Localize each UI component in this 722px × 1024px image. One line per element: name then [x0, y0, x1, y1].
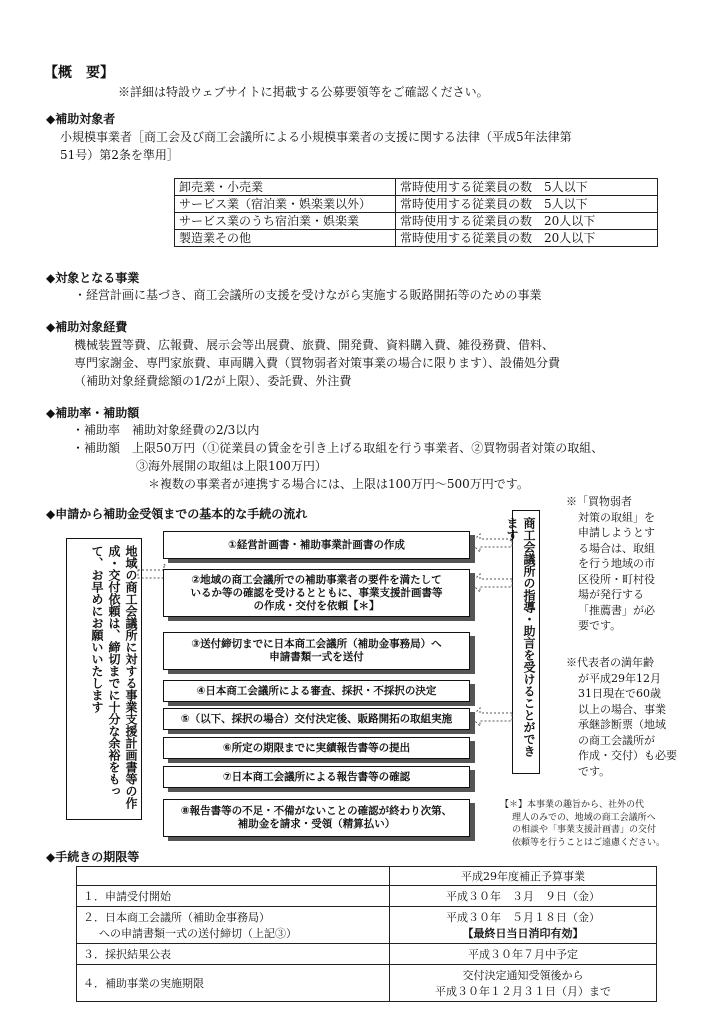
cell-line: 交付決定通知受領後から: [462, 969, 584, 982]
target-line2: 51号）第2条を準用］: [60, 148, 179, 162]
note-shopping: [566, 494, 655, 634]
table-cell: 製造業その他: [175, 230, 396, 247]
note-line: る場合は、取組: [578, 541, 655, 555]
rate-heading: ◆補助率・補助額: [46, 406, 140, 420]
note-line: 作成・交付）も必要: [578, 749, 677, 762]
rate-line4: ＊複数の事業者が連携する場合には、上限は100万円～500万円です。: [148, 477, 529, 491]
note-line: 理人のみでの、地域の商工会議所へ: [512, 812, 656, 823]
cell-line: ２．日本商工会議所（補助金事務局）: [83, 911, 270, 924]
expenses-line3: （補助対象経費総額の1/2が上限）、委託費、外注費: [74, 374, 352, 388]
note-line: です。: [578, 764, 611, 778]
deadline-heading: ◆手続きの期限等: [46, 850, 140, 864]
note-line: 依頼等を行うことはご遠慮ください。: [512, 837, 666, 848]
flow-step-text: 申請書類一式を送付: [269, 651, 364, 663]
table-cell: ３．採択結果公表: [77, 944, 390, 965]
cell-line: 平成３０年１２月３１日（月）まで: [435, 985, 611, 998]
note-line: 31日現在で60歳: [578, 687, 661, 700]
target-line1: 小規模事業者［商工会及び商工会議所による小規模事業者の支援に関する法律（平成5年法律第: [60, 130, 572, 144]
flow-step-text: ③送付締切までに日本商工会議所（補助金事務局）へ: [191, 638, 442, 650]
expenses-line2: 専門家謝金、専門家旅費、車両購入費（買物弱者対策事業の場合に限ります）、設備処分費: [74, 356, 561, 370]
flow-step-1: [163, 531, 470, 559]
expenses-heading: ◆補助対象経費: [46, 320, 128, 334]
overview-note: ※詳細は特設ウェブサイトに掲載する公募要領等をご確認ください。: [118, 85, 489, 99]
table-row: [175, 230, 658, 247]
table-cell: ４．補助事業の実施期限: [77, 965, 390, 1002]
flow-step-text: 補助金を請求・受領（精算払い）: [237, 818, 396, 830]
overview-heading: 【概 要】: [44, 65, 114, 81]
flow-step-text: ④日本商工会議所による審査、採択・不採択の決定: [196, 684, 437, 697]
cell-line: への申請書類一式の送付締切（上記③）: [99, 927, 297, 940]
flow-step-text: ⑤（以下、採択の場合）交付決定後、販路開拓の取組実施: [180, 712, 453, 725]
note-line: ※代表者の満年齢: [566, 656, 654, 669]
table-cell: 平成３０年７月中予定: [390, 944, 657, 965]
flow-step-8: [163, 799, 470, 837]
flow-step-text: ①経営計画書・補助事業計画書の作成: [228, 538, 405, 551]
note-line: ※「買物弱者: [566, 495, 632, 508]
table-cell: 常時使用する従業員の数 20人以下: [396, 213, 658, 230]
table-row: [175, 196, 658, 213]
note-line: の商工会議所が: [578, 733, 655, 747]
left-arrow-icon: [136, 560, 166, 600]
note-line: 【＊】本事業の趣旨から、社外の代: [500, 800, 645, 810]
flow-step-3: [163, 632, 470, 670]
note-line: を行う地域の市: [578, 557, 655, 570]
cell-line: 平成３０年 ５月１８日（金）: [446, 911, 600, 924]
flow-step-text: ②地域の商工会議所での補助事業者の要件を満たして: [191, 573, 442, 586]
employee-table: [174, 178, 658, 247]
note-line: 以上の場合、事業: [578, 702, 666, 716]
flow-step-text: ⑧報告書等の不足・不備がないことの確認が終わり次第、: [180, 805, 453, 817]
table-cell: [77, 907, 390, 944]
table-row: [175, 213, 658, 230]
note-line: 承継診断票（地域: [578, 718, 666, 731]
table-row: [77, 867, 657, 886]
rate-line2: ・補助額 上限50万円（①従業員の賃金を引き上げる取組を行う事業者、②買物弱者対策の取組、: [72, 441, 604, 455]
flow-step-2: [163, 569, 470, 617]
table-cell: 常時使用する従業員の数 5人以下: [396, 179, 658, 196]
business-text: ・経営計画に基づき、商工会議所の支援を受けながら実施する販路開拓等のための事業: [74, 288, 542, 302]
table-cell: サービス業（宿泊業・娯楽業以外）: [175, 196, 396, 213]
right-arrow-icon-3: [470, 707, 514, 727]
flow-heading: ◆申請から補助金受領までの基本的な手続の流れ: [46, 507, 308, 521]
table-cell: 常時使用する従業員の数 5人以下: [396, 196, 658, 213]
table-cell: 常時使用する従業員の数 20人以下: [396, 230, 658, 247]
note-line: 対策の取組」を: [578, 510, 655, 524]
table-cell: 平成３０年 ３月 ９日（金）: [390, 886, 657, 907]
table-row: [77, 886, 657, 907]
flow-step-text: ⑥所定の期限までに実績報告書等の提出: [222, 741, 411, 754]
table-row: [77, 944, 657, 965]
table-row: [77, 907, 657, 944]
rate-line3: ③海外展開の取組は上限100万円）: [136, 459, 327, 473]
table-cell: [390, 965, 657, 1002]
right-arrow-icon-1: [470, 533, 514, 553]
flow-step-6: [163, 737, 470, 759]
left-advice-box: 地域の商工会議所に対する事業支援計画書等の作成・交付依頼は、締切までに十分な余裕をもって、お早めにお願いいたします: [66, 538, 142, 820]
table-cell: 卸売業・小売業: [175, 179, 396, 196]
expenses-line1: 機械装置等費、広報費、展示会等出展費、旅費、開発費、資料購入費、雑役務費、借料、: [74, 338, 555, 352]
table-cell: １．申請受付開始: [77, 886, 390, 907]
table-cell: [390, 907, 657, 944]
note-line: 要です。: [578, 619, 622, 632]
right-support-box: 商工会議所の指導・助言を受けることができます: [512, 510, 540, 774]
flow-step-text: ⑦日本商工会議所による報告書等の確認: [222, 770, 411, 783]
note-line: 場が発行する: [578, 588, 644, 601]
flow-step-text: いるか等の確認を受けるとともに、事業支援計画書等: [190, 586, 443, 599]
note-age: [566, 655, 677, 779]
flow-step-text: の作成・交付を依頼【＊】: [253, 599, 380, 612]
deadline-table: [76, 866, 657, 1002]
note-line: 区役所・町村役: [578, 572, 655, 586]
table-cell: [77, 867, 390, 886]
note-line: の相談や「事業支援計画書」の交付: [512, 825, 657, 835]
flow-step-5: [163, 708, 470, 730]
note-proxy: [500, 799, 665, 849]
table-header: 平成29年度補正予算事業: [390, 867, 657, 886]
note-line: 「推薦書」が必: [578, 603, 655, 617]
business-heading: ◆対象となる事業: [46, 271, 140, 285]
rate-line1: ・補助率 補助対象経費の2/3以内: [72, 423, 260, 437]
flow-step-4: [163, 680, 470, 702]
note-line: が平成29年12月: [578, 671, 661, 685]
note-line: 申請しようとす: [578, 526, 655, 539]
flow-step-7: [163, 766, 470, 788]
table-cell: サービス業のうち宿泊業・娯楽業: [175, 213, 396, 230]
right-arrow-icon-2: [470, 573, 514, 593]
target-heading: ◆補助対象者: [46, 112, 116, 126]
table-row: [175, 179, 658, 196]
table-row: [77, 965, 657, 1002]
cell-line: 【最終日当日消印有効】: [462, 927, 584, 940]
